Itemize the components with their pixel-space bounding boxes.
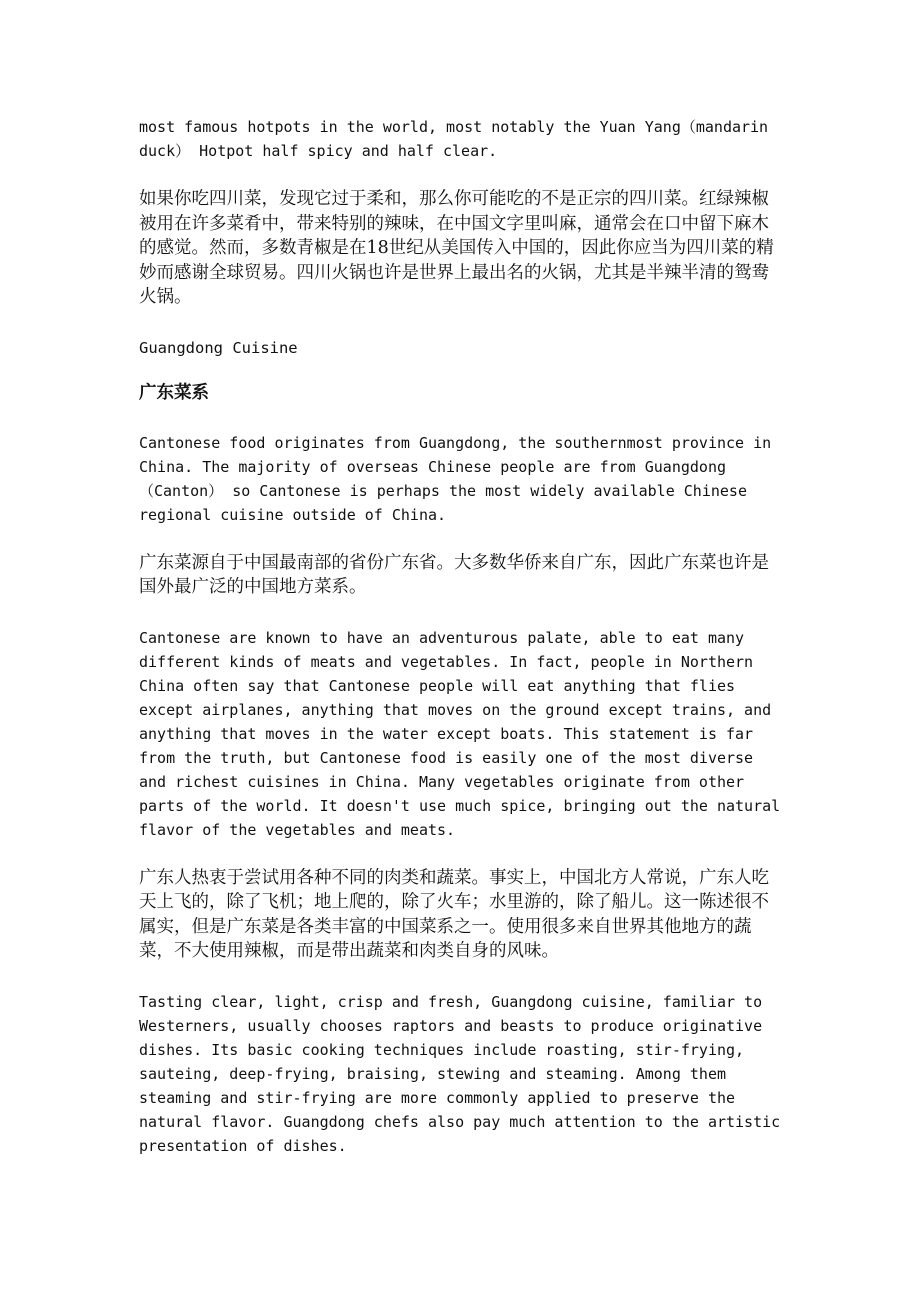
paragraph-palate-zh: 广东人热衷于尝试用各种不同的肉类和蔬菜。事实上，中国北方人常说，广东人吃天上飞的，除了飞机；地上爬的，除了火车；水里游的，除了船儿。这一陈述很不属实，但是广东菜是各类丰富的中国菜系之一。使用很多来自世界其他地方的蔬菜，不大使用辣椒，而是带出蔬菜和肉类自身的风味。 <box>139 867 769 961</box>
paragraph-origin-zh: 广东菜源自于中国最南部的省份广东省。大多数华侨来自广东，因此广东菜也许是国外最广泛的中国地方菜系。 <box>139 552 769 597</box>
paragraph-sichuan-zh: 如果你吃四川菜，发现它过于柔和，那么你可能吃的不是正宗的四川菜。红绿辣椒被用在许多菜肴中，带来特别的辣味，在中国文字里叫麻，通常会在口中留下麻木的感觉。然而，多数青椒是在18世纪从美国传入中国的，因此你应当为四川菜的精妙而感谢全球贸易。四川火锅也许是世界上最出名的火锅，尤其是半辣半清的鸳鸯火锅。 <box>139 189 774 307</box>
document-page <box>139 115 784 1158</box>
paragraph-hotpot-en: most famous hotpots in the world, most notably the Yuan Yang（mandarin duck） Hotpot half spicy and half clear. <box>139 118 769 160</box>
paragraph-palate-en: Cantonese are known to have an adventurous palate, able to eat many different kinds of meats and vegetables. In fact, people in Northern China often say that Cantonese people will eat anything that flies except airplanes, anything that moves on the ground except trains, and anything that moves in the water except boats. This statement is far from the truth, but Cantonese food is easily one of the most diverse and richest cuisines in China. Many vegetables originate from other parts of the world. It doesn't use much spice, bringing out the natural flavor of the vegetables and meats. <box>139 628 781 839</box>
section-heading-en: Guangdong Cuisine <box>139 338 298 357</box>
section-heading-zh: 广东菜系 <box>139 382 209 403</box>
paragraph-origin-en: Cantonese food originates from Guangdong, the southernmost province in China. The majority of overseas Chinese people are from Guangdong（Canton） so Cantonese is perhaps the most widely available Chinese regional cuisine outside of China. <box>139 433 772 524</box>
paragraph-tasting-en: Tasting clear, light, crisp and fresh, Guangdong cuisine, familiar to Westerners, usually chooses raptors and beasts to produce originative dishes. Its basic cooking techniques include roasting, stir-frying, sauteing, deep-frying, braising, stewing and steaming. Among them steaming and stir-frying are more commonly applied to preserve the natural flavor. Guangdong chefs also pay much attention to the artistic presentation of dishes. <box>139 992 781 1155</box>
